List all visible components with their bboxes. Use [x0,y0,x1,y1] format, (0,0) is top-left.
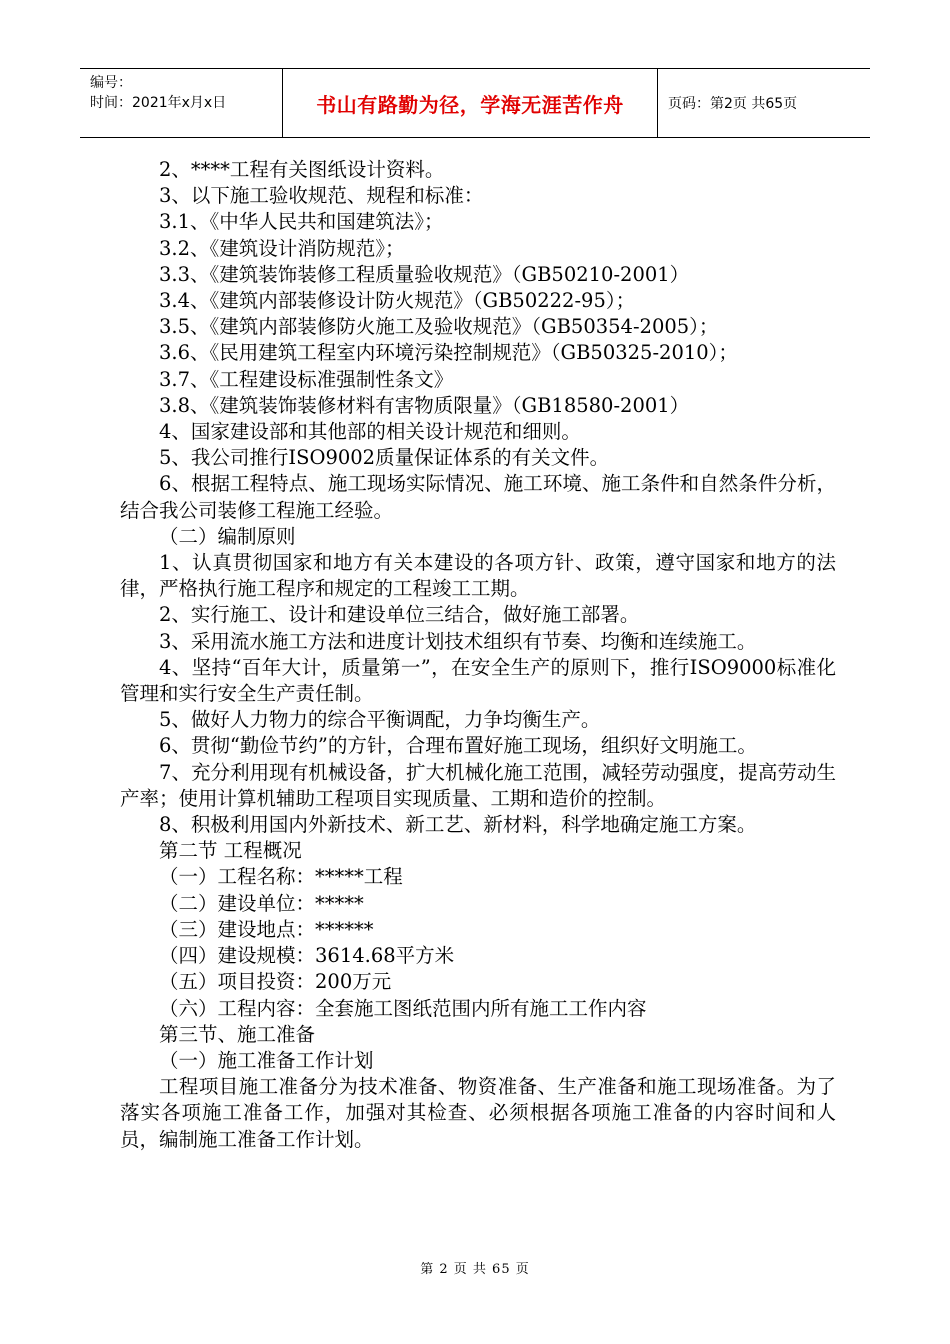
paragraph: 2、****工程有关图纸设计资料。 [159,158,445,181]
paragraph: 3.3、《建筑装饰装修工程质量验收规范》（GB50210-2001） [159,262,690,286]
document-number-label: 编号： [90,75,132,91]
paragraph: 4、国家建设部和其他部的相关设计规范和细则。 [159,420,581,444]
header-page-info: 页码：第2页 共65页 [668,96,798,112]
paragraph: 工程项目施工准备分为技术准备、物资准备、生产准备和施工现场准备。为了落实各项施工准备工作，加强对其检查、必须根据各项施工准备的内容时间和人员，编制施工准备工作计划。 [120,1075,836,1151]
paragraph: 6、贯彻“勤俭节约”的方针，合理布置好施工现场，组织好文明施工。 [159,734,757,758]
paragraph: 5、我公司推行ISO9002质量保证体系的有关文件。 [159,446,610,470]
document-date: 时间：2021年x月x日 [90,95,227,111]
paragraph: （三）建设地点：****** [159,917,374,941]
paragraph: 3、采用流水施工方法和进度计划技术组织有节奏、均衡和连续施工。 [159,629,757,653]
paragraph: （六）工程内容：全套施工图纸范围内所有施工工作内容 [159,996,647,1020]
paragraph: 8、积极利用国内外新技术、新工艺、新材料，科学地确定施工方案。 [159,813,757,837]
section-heading: （二）编制原则 [159,524,296,548]
header-motto: 书山有路勤为径，学海无涯苦作舟 [283,69,658,137]
header-meta [80,69,283,137]
paragraph: 4、坚持“百年大计，质量第一”，在安全生产的原则下，推行ISO9000标准化管理和实行安全生产责任制。 [120,655,836,706]
paragraph: （四）建设规模：3614.68平方米 [159,944,455,968]
document-body [120,157,836,1153]
paragraph: 1、认真贯彻国家和地方有关本建设的各项方针、政策，遵守国家和地方的法律，严格执行施工程序和规定的工程竣工工期。 [120,551,836,601]
section-heading: 第二节 工程概况 [159,839,302,863]
section-heading: （一）施工准备工作计划 [159,1048,374,1072]
page-footer: 第 2 页 共 65 页 [420,1262,530,1277]
paragraph: 3.4、《建筑内部装修设计防火规范》（GB50222-95）； [159,289,636,313]
paragraph: 3.6、《民用建筑工程室内环境污染控制规范》（GB50325-2010）； [159,341,738,365]
paragraph: 2、实行施工、设计和建设单位三结合，做好施工部署。 [159,603,640,627]
paragraph: （二）建设单位：***** [159,891,364,915]
paragraph: 3.8、《建筑装饰装修材料有害物质限量》（GB18580-2001） [159,393,690,417]
paragraph: （一）工程名称：*****工程 [159,865,403,889]
paragraph: 5、做好人力物力的综合平衡调配，力争均衡生产。 [159,708,601,732]
paragraph: 3.1、《中华人民共和国建筑法》； [159,210,444,234]
paragraph: 3.7、《工程建设标准强制性条文》 [159,367,454,391]
section-heading: 第三节、施工准备 [159,1022,316,1046]
paragraph: 3.2、《建筑设计消防规范》； [159,236,405,260]
paragraph: 6、根据工程特点、施工现场实际情况、施工环境、施工条件和自然条件分析，结合我公司装修工程施工经验。 [120,472,836,522]
paragraph: 3、以下施工验收规范、规程和标准： [159,184,484,208]
paragraph: 7、充分利用现有机械设备，扩大机械化施工范围，减轻劳动强度，提高劳动生产率；使用计算机辅助工程项目实现质量、工期和造价的控制。 [120,760,836,810]
paragraph: 3.5、《建筑内部装修防火施工及验收规范》（GB50354-2005）； [159,315,719,339]
paragraph: （五）项目投资：200万元 [159,970,392,994]
page-header [80,68,870,138]
